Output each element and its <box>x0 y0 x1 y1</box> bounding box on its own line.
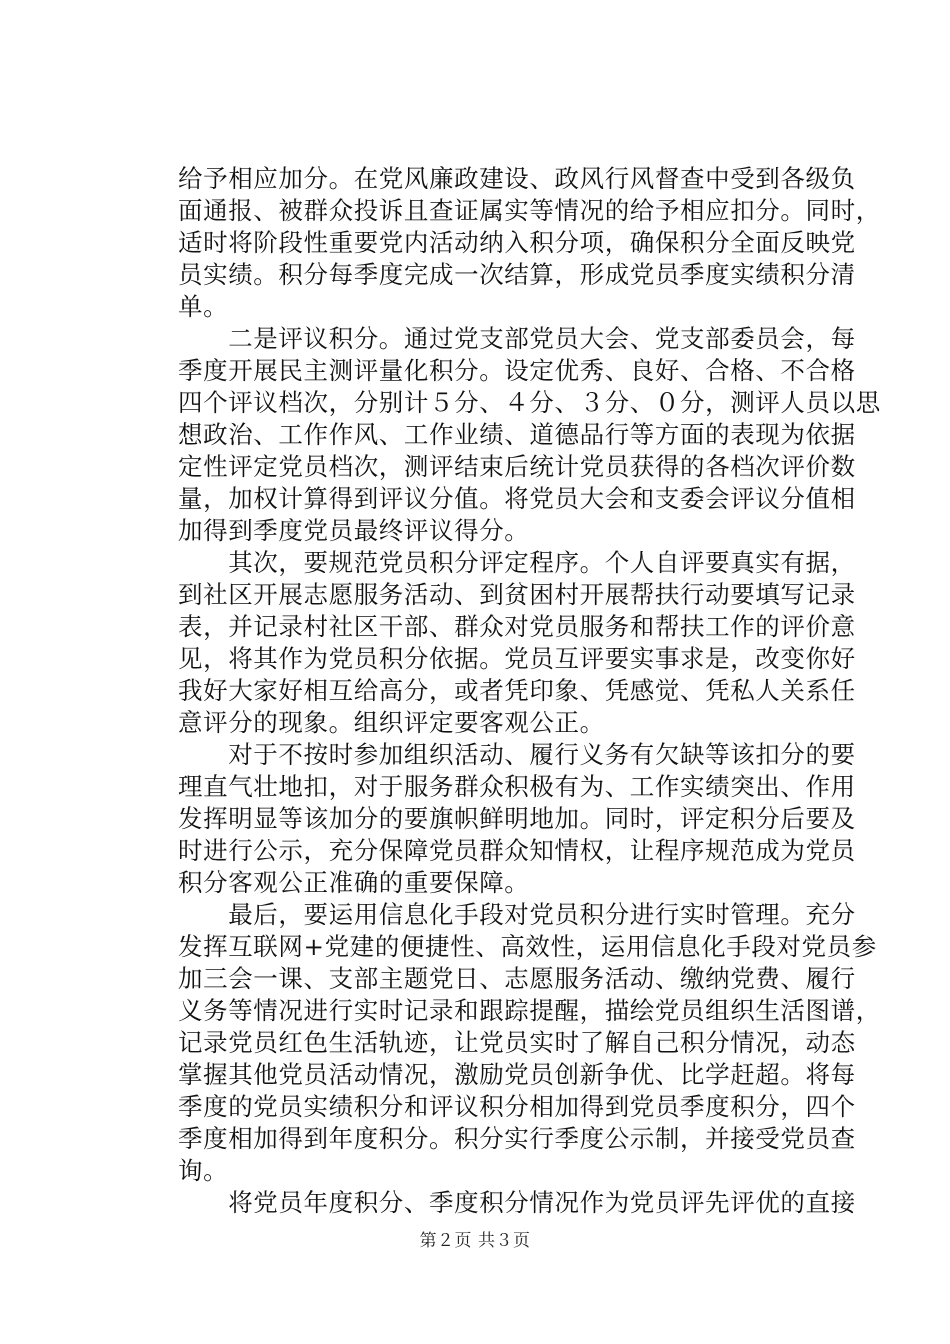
text-line: 积分客观公正准确的重要保障。 <box>178 868 530 897</box>
text-line: 加得到季度党员最终评议得分。 <box>178 516 530 545</box>
text-line: 将党员年度积分、季度积分情况作为党员评先评优的直接 <box>178 1188 856 1217</box>
text-line: 见，将其作为党员积分依据。党员互评要实事求是，改变你好 <box>178 644 856 673</box>
text-line: 其次，要规范党员积分评定程序。个人自评要真实有据， <box>178 548 856 577</box>
text-line: 意评分的现象。组织评定要客观公正。 <box>178 708 605 737</box>
text-line: 面通报、被群众投诉且查证属实等情况的给予相应扣分。同时， <box>178 196 881 225</box>
page-footer: 第２页 共３页 <box>419 1231 531 1251</box>
text-line: 记录党员红色生活轨迹，让党员实时了解自己积分情况，动态 <box>178 1028 856 1057</box>
text-line: 询。 <box>178 1156 229 1185</box>
text-line: 对于不按时参加组织活动、履行义务有欠缺等该扣分的要 <box>178 740 856 769</box>
text-line: 我好大家好相互给高分，或者凭印象、凭感觉、凭私人关系任 <box>178 676 856 705</box>
text-line: 理直气壮地扣，对于服务群众积极有为、工作实绩突出、作用 <box>178 772 856 801</box>
text-line: 季度开展民主测评量化积分。设定优秀、良好、合格、不合格 <box>178 356 856 385</box>
text-line: 给予相应加分。在党风廉政建设、政风行风督查中受到各级负 <box>178 164 856 193</box>
text-line: 掌握其他党员活动情况，激励党员创新争优、比学赶超。将每 <box>178 1060 856 1089</box>
text-line: 定性评定党员档次，测评结束后统计党员获得的各档次评价数 <box>178 452 856 481</box>
text-line: 员实绩。积分每季度完成一次结算，形成党员季度实绩积分清 <box>178 260 856 289</box>
text-line: 加三会一课、支部主题党日、志愿服务活动、缴纳党费、履行 <box>178 964 856 993</box>
text-line: 到社区开展志愿服务活动、到贫困村开展帮扶行动要填写记录 <box>178 580 856 609</box>
text-line: 单。 <box>178 292 229 321</box>
text-line: 时进行公示，充分保障党员群众知情权，让程序规范成为党员 <box>178 836 856 865</box>
body-text <box>178 163 881 1219</box>
text-line: 最后，要运用信息化手段对党员积分进行实时管理。充分 <box>178 900 856 929</box>
text-line: 想政治、工作作风、工作业绩、道德品行等方面的表现为依据 <box>178 420 856 449</box>
text-line: 发挥明显等该加分的要旗帜鲜明地加。同时，评定积分后要及 <box>178 804 856 833</box>
text-line: 季度的党员实绩积分和评议积分相加得到党员季度积分，四个 <box>178 1092 856 1121</box>
text-line: 季度相加得到年度积分。积分实行季度公示制，并接受党员查 <box>178 1124 856 1153</box>
text-line: 量，加权计算得到评议分值。将党员大会和支委会评议分值相 <box>178 484 856 513</box>
text-line: 发挥互联网+党建的便捷性、高效性，运用信息化手段对党员参 <box>178 932 877 961</box>
text-line: 表，并记录村社区干部、群众对党员服务和帮扶工作的评价意 <box>178 612 856 641</box>
text-line: 二是评议积分。通过党支部党员大会、党支部委员会，每 <box>178 324 856 353</box>
text-line: 义务等情况进行实时记录和跟踪提醒，描绘党员组织生活图谱， <box>178 996 881 1025</box>
text-line: 适时将阶段性重要党内活动纳入积分项，确保积分全面反映党 <box>178 228 856 257</box>
text-line: 四个评议档次，分别计５分、４分、３分、０分，测评人员以思 <box>178 388 881 417</box>
